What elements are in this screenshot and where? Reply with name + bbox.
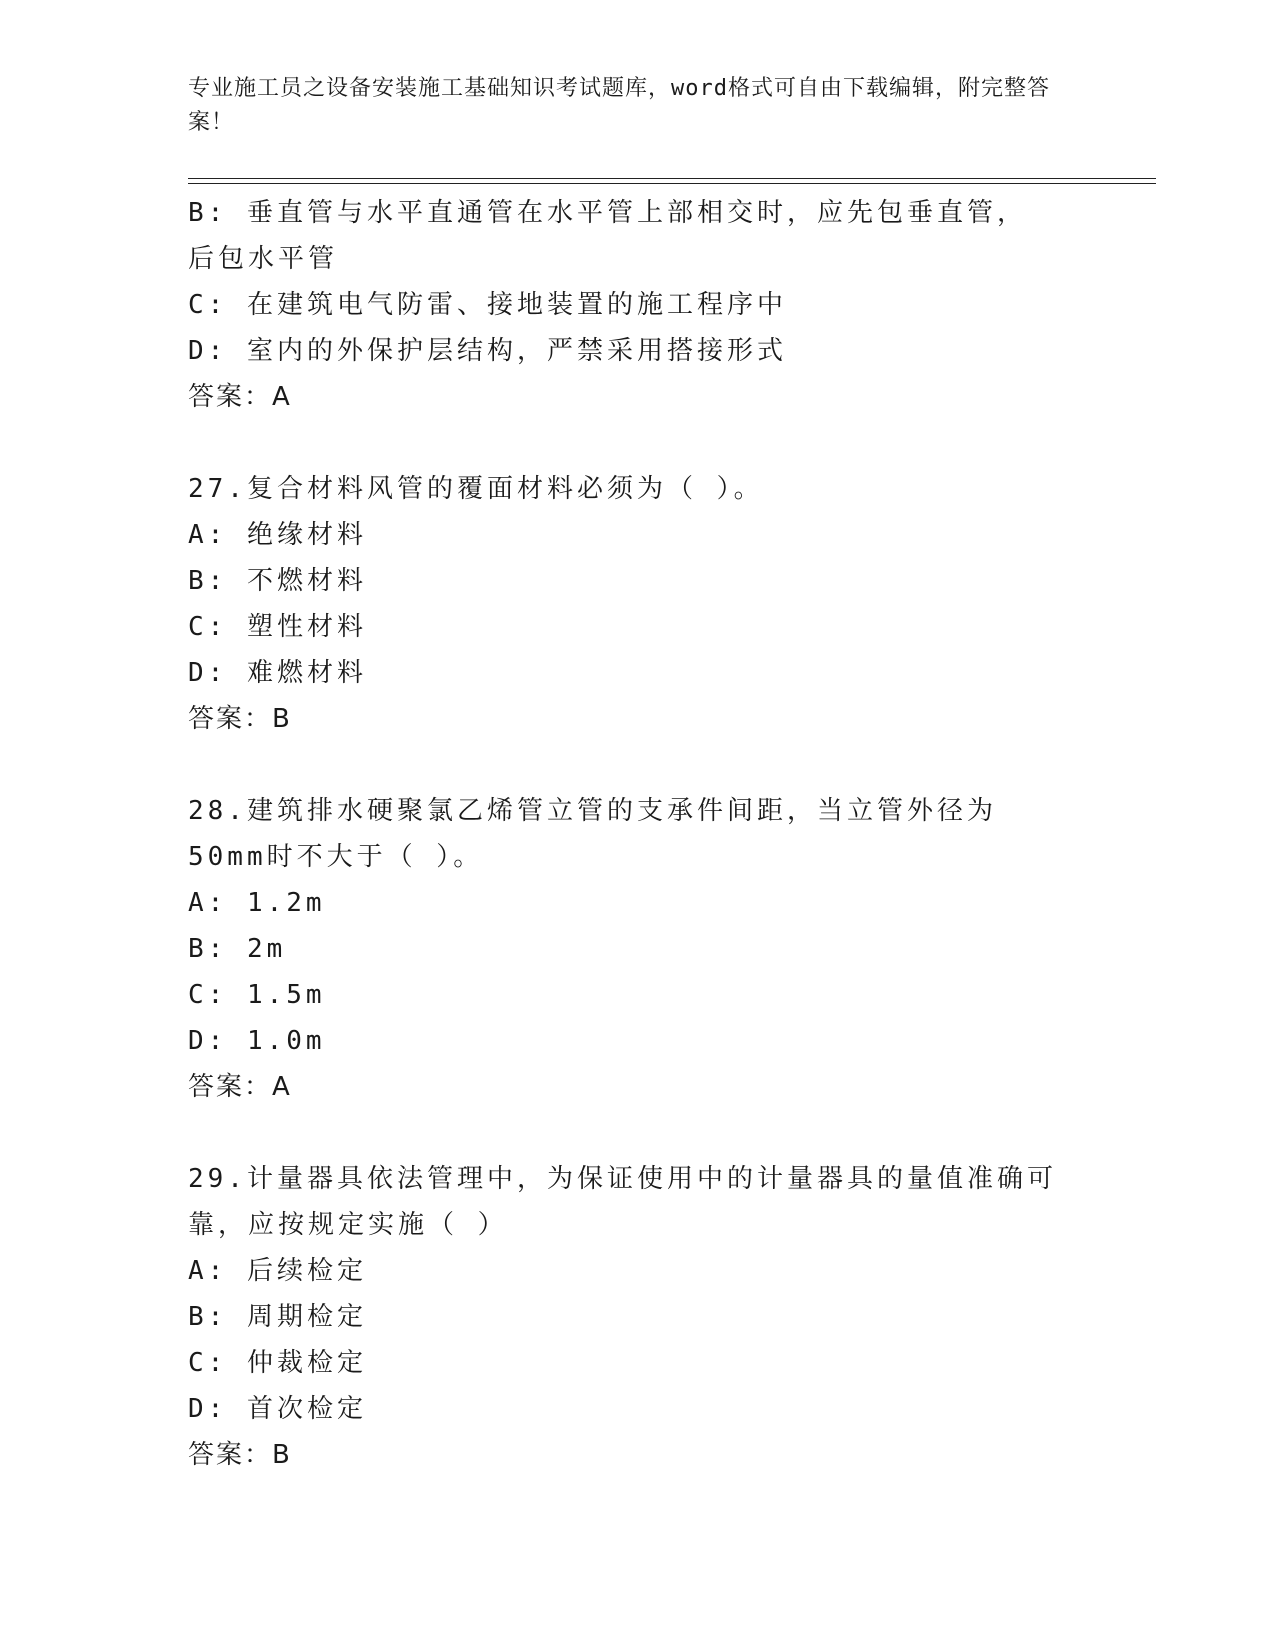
header-rule-bottom [188, 183, 1156, 184]
question-stem: 27.复合材料风管的覆面材料必须为（ ）。 [188, 474, 764, 504]
question-block [188, 1156, 1088, 1478]
option-b: B: 2m [188, 934, 287, 964]
document-header: 专业施工员之设备安装施工基础知识考试题库，word格式可自由下载编辑，附完整答案！ [188, 76, 1050, 135]
option-d: D: 1.0m [188, 1026, 326, 1056]
option-c: C: 仲裁检定 [188, 1348, 367, 1378]
question-block [188, 190, 1088, 420]
option-b: B: 周期检定 [188, 1302, 367, 1332]
option-d: D: 难燃材料 [188, 658, 367, 688]
option-d: D: 室内的外保护层结构，严禁采用搭接形式 [188, 336, 787, 366]
option-a: A: 后续检定 [188, 1256, 367, 1286]
option-c: C: 1.5m [188, 980, 326, 1010]
question-list [188, 190, 1088, 1478]
question-stem: 28.建筑排水硬聚氯乙烯管立管的支承件间距，当立管外径为50mm时不大于（ ）。 [188, 796, 997, 872]
option-c: C: 塑性材料 [188, 612, 367, 642]
option-c: C: 在建筑电气防雷、接地装置的施工程序中 [188, 290, 787, 320]
option-b: B: 垂直管与水平直通管在水平管上部相交时，应先包垂直管，后包水平管 [188, 198, 1027, 274]
option-a: A: 1.2m [188, 888, 326, 918]
answer-line: 答案：A [188, 382, 292, 412]
answer-line: 答案：A [188, 1072, 292, 1102]
option-d: D: 首次检定 [188, 1394, 367, 1424]
answer-line: 答案：B [188, 1440, 292, 1470]
question-block [188, 466, 1088, 742]
question-block [188, 788, 1088, 1110]
header-rule-top [188, 178, 1156, 179]
answer-line: 答案：B [188, 704, 292, 734]
option-b: B: 不燃材料 [188, 566, 367, 596]
question-stem: 29.计量器具依法管理中，为保证使用中的计量器具的量值准确可靠，应按规定实施（ ） [188, 1164, 1057, 1240]
option-a: A: 绝缘材料 [188, 520, 367, 550]
